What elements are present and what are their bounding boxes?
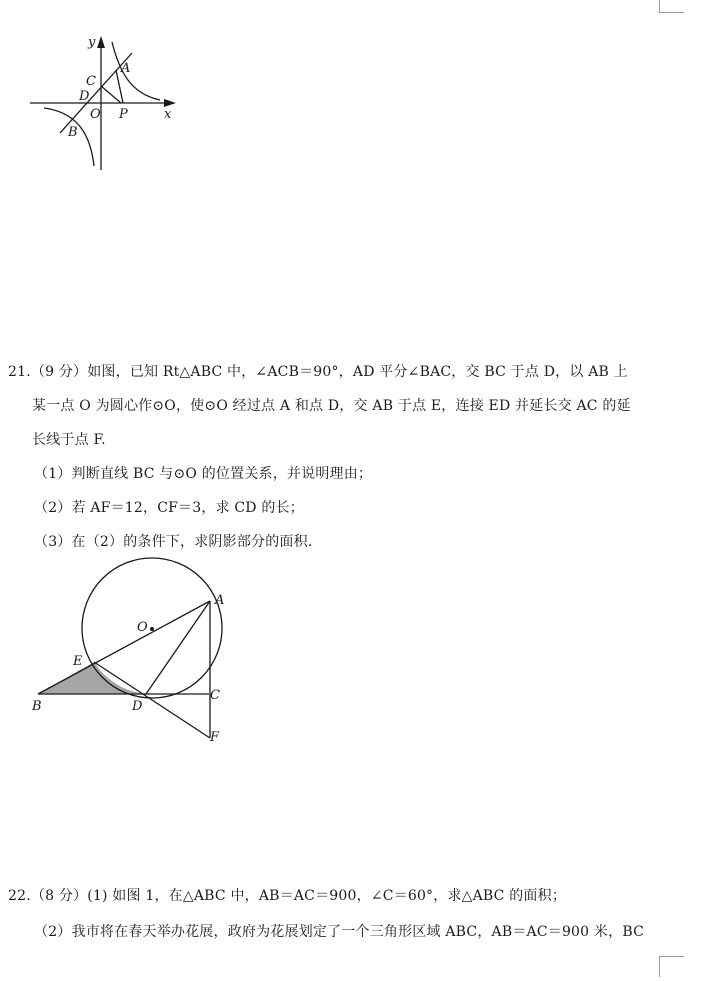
label-F2: F <box>210 730 220 745</box>
q21-sub3: （3）在（2）的条件下，求阴影部分的面积． <box>34 534 323 550</box>
segment-AD <box>146 601 210 694</box>
q22-line2: （2）我市将在春天举办花展，政府为花展划定了一个三角形区域 ABC，AB＝AC＝900 米，BC <box>34 924 644 940</box>
label-y: y <box>88 35 96 50</box>
label-E2: E <box>73 654 83 669</box>
x-axis-arrow <box>164 99 176 107</box>
label-A: A <box>121 61 131 76</box>
figure-circle-triangle <box>24 552 254 752</box>
q21-sub1: （1）判断直线 BC 与⊙O 的位置关系，并说明理由； <box>34 466 373 482</box>
segment-BA <box>38 601 210 694</box>
figure-hyperbola <box>24 30 194 180</box>
q21-sub2: （2）若 AF＝12，CF＝3，求 CD 的长； <box>34 500 304 516</box>
label-A2: A <box>215 593 225 608</box>
label-O2: O <box>137 620 148 635</box>
q21-line3: 长线于点 F. <box>32 432 106 448</box>
label-B: B <box>68 125 78 140</box>
label-D: D <box>79 89 90 104</box>
q21-line2: 某一点 O 为圆心作⊙O，使⊙O 经过点 A 和点 D，交 AB 于点 E，连接 ED 并延长交 AC 的延 <box>32 398 631 414</box>
label-O: O <box>90 107 101 122</box>
label-C2: C <box>210 688 220 703</box>
segment-CP <box>101 86 121 103</box>
q22-line1: 22.（8 分）(1) 如图 1，在△ABC 中，AB＝AC＝900，∠C＝60°，求△ABC 的面积； <box>8 888 567 904</box>
crop-mark-bottom-right <box>659 956 684 977</box>
center-point-O <box>150 627 154 631</box>
shaded-region <box>38 662 146 694</box>
label-C: C <box>86 74 96 89</box>
y-axis-arrow <box>97 36 105 48</box>
q21-line1: 21.（9 分）如图，已知 Rt△ABC 中，∠ACB＝90°，AD 平分∠BAC，交 BC 于点 D，以 AB 上 <box>8 364 628 380</box>
crop-mark-top-right <box>659 0 684 13</box>
segment-EF <box>94 662 210 738</box>
label-B2: B <box>32 699 42 714</box>
label-x: x <box>164 107 172 122</box>
hyperbola-branch-upper <box>112 42 160 100</box>
label-D2: D <box>132 699 143 714</box>
label-P: P <box>119 107 128 122</box>
